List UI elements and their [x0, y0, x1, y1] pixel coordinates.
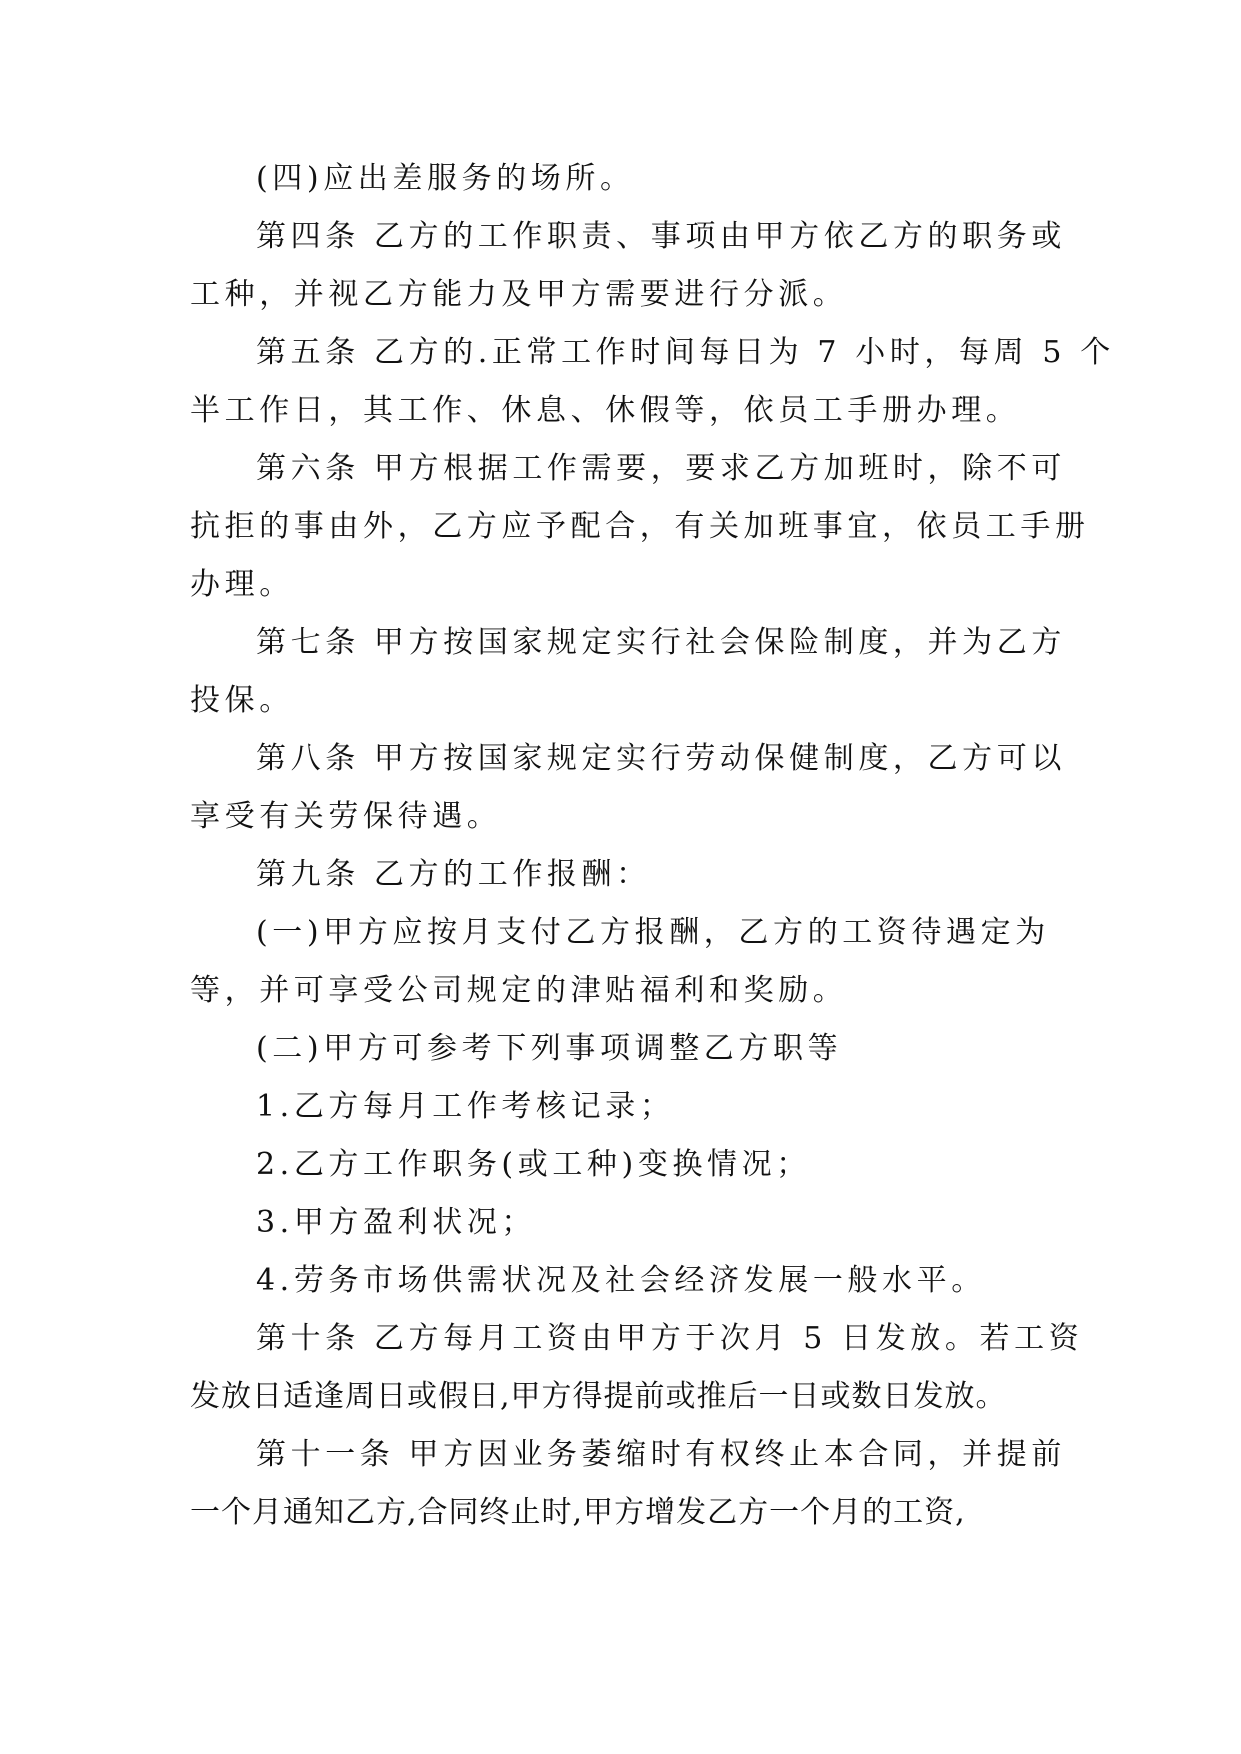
text-line: (一)甲方应按月支付乙方报酬，乙方的工资待遇定为	[256, 915, 1050, 950]
text-line: 2.乙方工作职务(或工种)变换情况；	[256, 1147, 811, 1182]
text-line: 一个月通知乙方,合同终止时,甲方增发乙方一个月的工资,	[190, 1495, 966, 1530]
text-line: 第十一条 甲方因业务萎缩时有权终止本合同，并提前	[256, 1437, 1066, 1472]
text-line: 发放日适逢周日或假日,甲方得提前或推后一日或数日发放。	[190, 1379, 1007, 1414]
text-line: 抗拒的事由外，乙方应予配合，有关加班事宜，依员工手册	[190, 509, 1090, 544]
text-line: 第九条 乙方的工作报酬：	[256, 857, 651, 892]
contract-text	[190, 150, 1115, 1542]
text-line: 第八条 甲方按国家规定实行劳动保健制度，乙方可以	[256, 741, 1066, 776]
text-line: (四)应出差服务的场所。	[256, 161, 635, 196]
text-line: 等，并可享受公司规定的津贴福利和奖励。	[190, 973, 848, 1008]
text-line: (二)甲方可参考下列事项调整乙方职等	[256, 1031, 843, 1066]
text-line: 投保。	[190, 683, 294, 718]
text-line: 3.甲方盈利状况；	[256, 1205, 537, 1240]
text-line: 第六条 甲方根据工作需要，要求乙方加班时，除不可	[256, 451, 1066, 486]
text-line: 第十条 乙方每月工资由甲方于次月 5 日发放。若工资	[256, 1321, 1084, 1356]
text-line: 半工作日，其工作、休息、休假等，依员工手册办理。	[190, 393, 1021, 428]
text-line: 办理。	[190, 567, 294, 602]
text-line: 第七条 甲方按国家规定实行社会保险制度，并为乙方	[256, 625, 1066, 660]
text-line: 1.乙方每月工作考核记录；	[256, 1089, 675, 1124]
text-line: 享受有关劳保待遇。	[190, 799, 502, 834]
text-line: 第四条 乙方的工作职责、事项由甲方依乙方的职务或	[256, 219, 1066, 254]
text-line: 4.劳务市场供需状况及社会经济发展一般水平。	[256, 1263, 986, 1298]
text-line: 第五条 乙方的.正常工作时间每日为 7 小时，每周 5 个	[256, 335, 1115, 370]
text-line: 工种，并视乙方能力及甲方需要进行分派。	[190, 277, 848, 312]
